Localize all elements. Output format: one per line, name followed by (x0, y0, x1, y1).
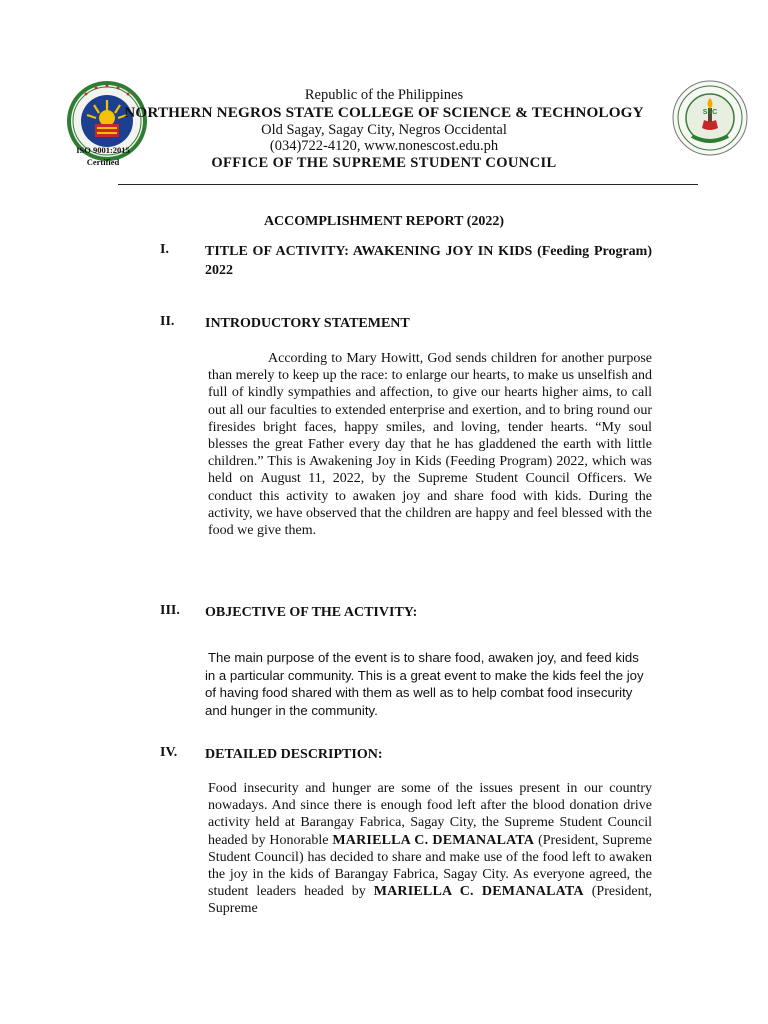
section-number: IV. (160, 745, 178, 760)
ssc-seal-text: SSC (702, 109, 718, 116)
section-title-objective: OBJECTIVE OF THE ACTIVITY: (205, 605, 418, 620)
header-contact: (034)722-4120, www.nonescost.edu.ph (269, 138, 499, 154)
section-number: III. (160, 603, 180, 618)
objective-text: The main purpose of the event is to share food, awaken joy, and feed kids in a particular community. This is a great event to make the kids feel the joy of having food shared with them as well as to help combat food insecurity and hunger in the community. (205, 650, 644, 718)
iso-certified: Certified (86, 157, 120, 167)
ssc-seal-logo (672, 80, 748, 156)
section-title-intro: INTRODUCTORY STATEMENT (205, 316, 410, 331)
intro-paragraph (208, 350, 652, 539)
section-number: I. (160, 242, 169, 257)
header-college-name: NORTHERN NEGROS STATE COLLEGE OF SCIENCE & TECHNOLOGY (124, 104, 644, 121)
description-paragraph (208, 780, 652, 918)
description-text-part1: Food insecurity and hunger are some of the issues present in our country nowadays. And since there is enough food left after the blood donation drive activity held at Barangay Fabrica, Sagay City, the Supreme Student Council headed by Honorable (208, 781, 652, 848)
header-office: OFFICE OF THE SUPREME STUDENT COUNCIL (211, 155, 557, 171)
iso-standard: ISO 9001:2015 (76, 145, 130, 155)
ssc-seal-icon (672, 80, 748, 156)
description-text (208, 780, 652, 918)
description-text-part2: (President, Supreme Student Council) has decided to share and make use of the food left to awaken the joy in the kids of Barangay Fabrica, Sagay City. As everyone agreed, the student leaders headed by (208, 832, 653, 900)
objective-paragraph (205, 649, 650, 719)
president-name: MARIELLA C. DEMANALATA (373, 884, 584, 900)
header-divider (118, 184, 698, 185)
report-title: ACCOMPLISHMENT REPORT (2022) (263, 214, 505, 229)
section-title-activity: TITLE OF ACTIVITY: AWAKENING JOY IN KIDS (Feeding Program) 2022 (205, 244, 652, 278)
header-address: Old Sagay, Sagay City, Negros Occidental (261, 122, 507, 138)
description-text-part3: (President, Supreme (208, 884, 653, 917)
header-republic: Republic of the Philippines (304, 87, 464, 103)
section-number: II. (160, 314, 175, 329)
president-name: MARIELLA C. DEMANALATA (332, 832, 535, 848)
intro-text: According to Mary Howitt, God sends children for another purpose than merely to keep up the race: to enlarge our hearts, to make us unselfish and full of kindly sympathies and affection, to give our hearts higher aims, to call out all our faculties to extended enterprise and exertion, and to bring round our firesides bright faces, happy smiles, and loving, tender hearts. “My soul blesses the great Father every day that he has gladdened the earth with little children.” This is Awakening Joy in Kids (Feeding Program) 2022, which was held on August 11, 2022, by the Supreme Student Council Officers. We conduct this activity to awaken joy and share food with kids. During the activity, we have observed that the children are happy and feel blessed with the food we give them. (208, 351, 652, 539)
section-title-description: DETAILED DESCRIPTION: (205, 747, 383, 762)
